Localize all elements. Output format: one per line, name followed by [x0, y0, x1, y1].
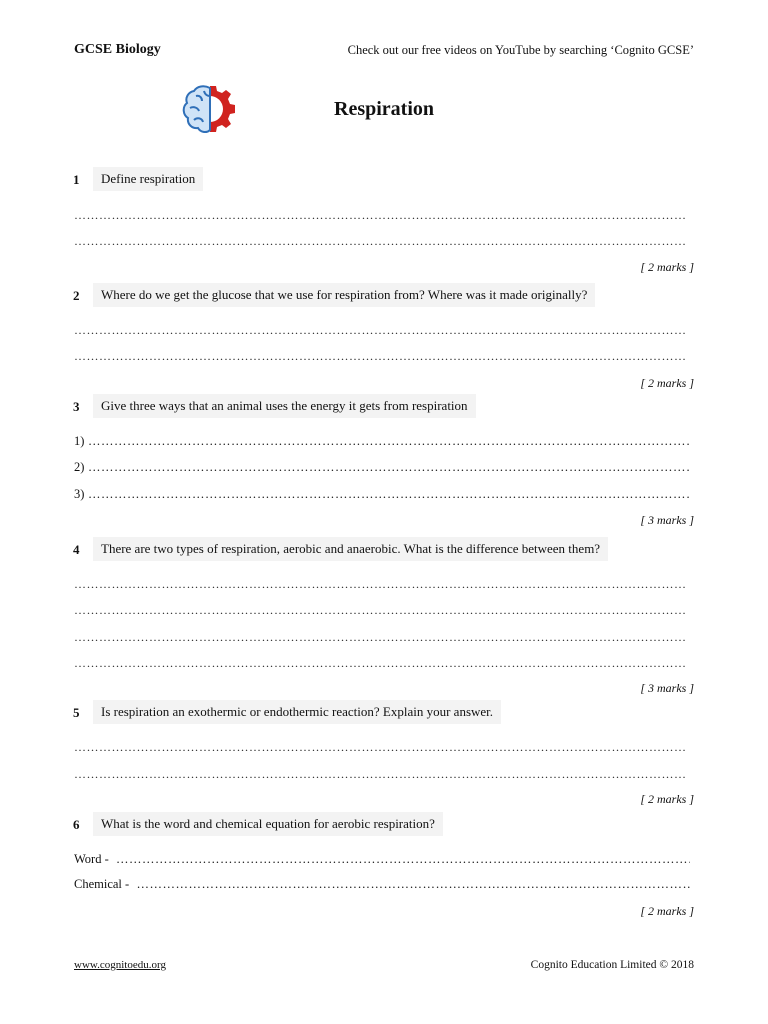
question-number: 6 — [73, 817, 80, 832]
page-title: Respiration — [334, 98, 434, 120]
question-text: Where do we get the glucose that we use for respiration from? Where was it made originally? — [93, 283, 595, 307]
question-number: 2 — [73, 288, 80, 303]
question-text: There are two types of respiration, aerobic and anaerobic. What is the difference between them? — [93, 537, 608, 561]
question-number: 5 — [73, 705, 80, 720]
answer-label: Word - — [74, 852, 109, 866]
answer-line[interactable] — [74, 234, 686, 249]
question-text: Give three ways that an animal uses the energy it gets from respiration — [93, 394, 476, 418]
answer-line[interactable] — [74, 323, 686, 338]
promo-text: Check out our free videos on YouTube by searching ‘Cognito GCSE’ — [347, 43, 694, 57]
question-text: What is the word and chemical equation for aerobic respiration? — [93, 812, 443, 836]
marks-label: [ 2 marks ] — [640, 904, 694, 918]
question-number: 4 — [73, 542, 80, 557]
answer-line[interactable] — [74, 349, 686, 364]
website-link[interactable]: www.cognitoedu.org — [74, 959, 166, 971]
marks-label: [ 3 marks ] — [640, 513, 694, 527]
answer-label: 2) — [74, 460, 85, 474]
question-number: 3 — [73, 399, 80, 414]
marks-label: [ 3 marks ] — [640, 681, 694, 695]
question-number: 1 — [73, 172, 80, 187]
copyright-text: Cognito Education Limited © 2018 — [530, 959, 694, 971]
answer-line[interactable] — [74, 208, 686, 223]
answer-line[interactable] — [74, 767, 686, 782]
answer-line[interactable] — [74, 740, 686, 755]
answer-line[interactable] — [74, 487, 690, 502]
question-text: Is respiration an exothermic or endothermic reaction? Explain your answer. — [93, 700, 501, 724]
marks-label: [ 2 marks ] — [640, 792, 694, 806]
answer-line[interactable] — [74, 434, 690, 449]
answer-label: 3) — [74, 487, 85, 501]
word-equation-line[interactable] — [74, 852, 690, 867]
marks-label: [ 2 marks ] — [640, 376, 694, 390]
subject-label: GCSE Biology — [74, 42, 161, 57]
answer-line[interactable] — [74, 656, 686, 671]
answer-label: Chemical - — [74, 877, 130, 891]
question-text: Define respiration — [93, 167, 203, 191]
chemical-equation-line[interactable] — [74, 877, 690, 892]
marks-label: [ 2 marks ] — [640, 260, 694, 274]
answer-line[interactable] — [74, 630, 686, 645]
answer-line[interactable] — [74, 577, 686, 592]
answer-line[interactable] — [74, 603, 686, 618]
answer-label: 1) — [74, 434, 85, 448]
answer-line[interactable] — [74, 460, 690, 475]
